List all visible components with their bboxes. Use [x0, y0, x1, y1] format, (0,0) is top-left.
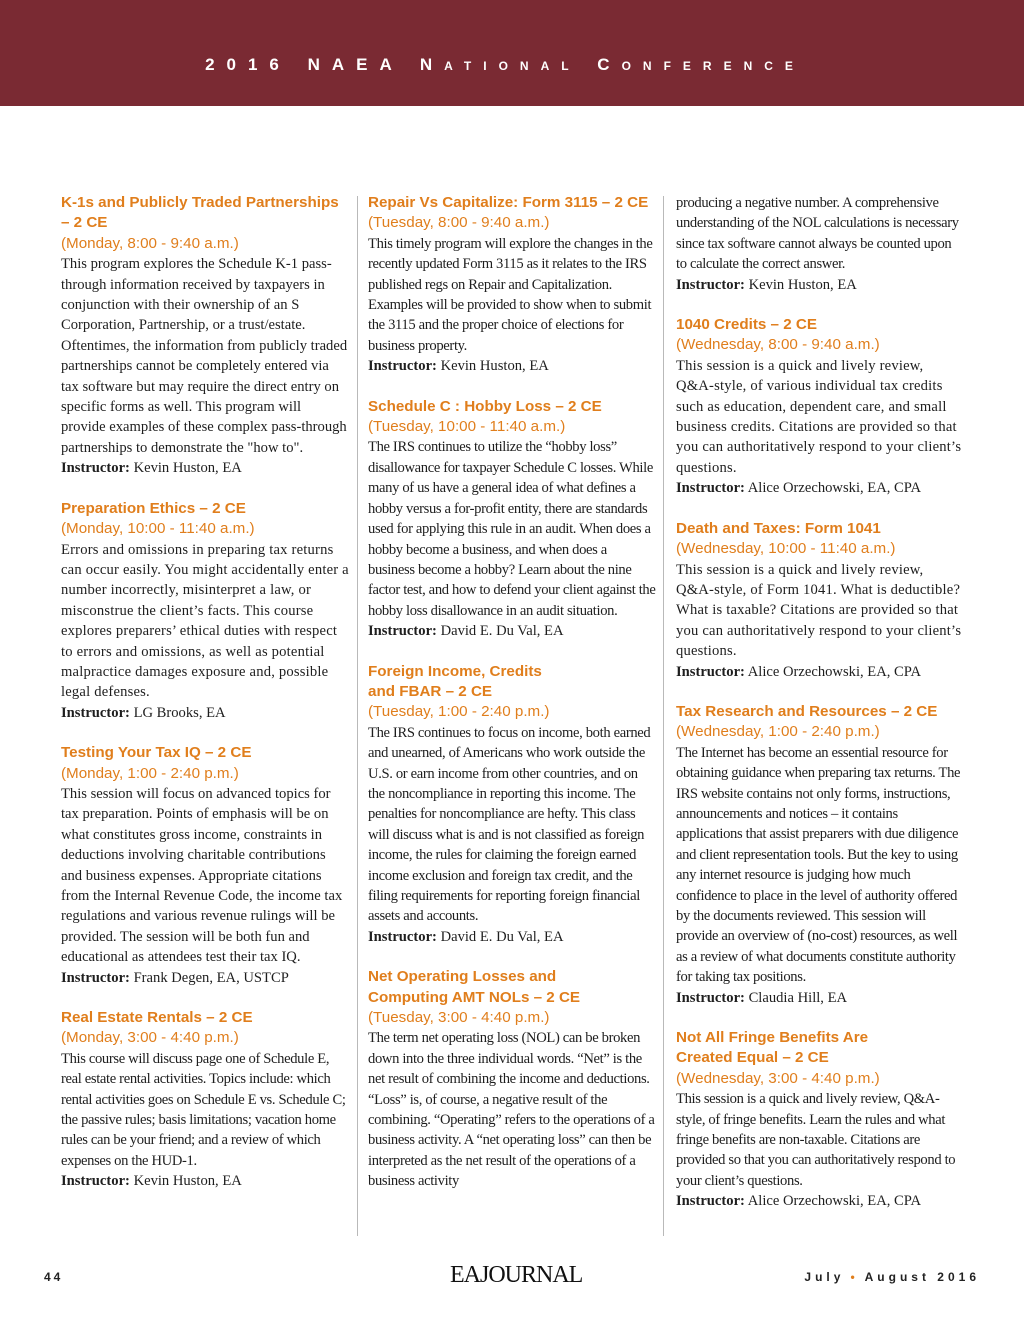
- session-time: (Tuesday, 8:00 - 9:40 a.m.): [368, 214, 550, 232]
- instructor-label: Instructor:: [61, 1173, 130, 1190]
- session-title: K-1s and Publicly Traded Partnerships – 2 CE: [61, 194, 339, 232]
- session-description: The IRS continues to utilize the “hobby loss” disallowance for taxpayer Schedule C losses. While many of us have a general idea of what defines a hobby versus a for-profit entity, there are standards used for applying this rule in an audit. When does a hobby become a business, and when does a business become a hobby? Learn about the nine factor test, and how to defend your client against the hobby loss disallowance in an audit situation.: [368, 439, 656, 619]
- session-preparation-ethics: [61, 499, 349, 723]
- instructor-name: David E. Du Val, EA: [440, 623, 564, 640]
- instructor-name: Frank Degen, EA, USTCP: [133, 969, 289, 986]
- session-description: This program explores the Schedule K-1 pass-through information received by taxpayers in conjunction with their ownership of an S Corporation, Partnership, or a trust/estate. Oftentimes, the information from publicly traded partnerships cannot be completely entered via tax software but may require the direct entry on specific forms as well. This program will provide examples of these complex pass-through partnerships to demonstrate the "how to".: [61, 256, 348, 456]
- session-title: Not All Fringe Benefits Are Created Equal – 2 CE: [676, 1029, 869, 1067]
- session-description: This session is a quick and lively review, Q&A-style, of Form 1041. What is deductible? What is taxable? Citations are provided so that you can authoritatively respond to your client’s questions.: [676, 561, 962, 660]
- session-instructor: [368, 927, 656, 947]
- session-title: Death and Taxes: Form 1041: [676, 519, 881, 537]
- session-time: (Monday, 8:00 - 9:40 a.m.): [61, 234, 239, 252]
- instructor-name: Kevin Huston, EA: [133, 460, 242, 477]
- session-instructor: [61, 703, 349, 723]
- session-instructor: [61, 458, 349, 478]
- session-time: (Monday, 1:00 - 2:40 p.m.): [61, 764, 239, 782]
- session-nol-continued: [676, 193, 964, 295]
- instructor-name: Alice Orzechowski, EA, CPA: [747, 480, 922, 497]
- session-description: The Internet has become an essential resource for obtaining guidance when preparing tax returns. The IRS website contains not only forms, instructions, announcements and notices – it contains applications that assist preparers with due diligence and client representation tools. But the key to using any internet resource is judging how much confidence to place in the level of authority offered by the documents reviewed. This session will provide an overview of (no-cost) resources, as well as a review of what documents constitute authority for taking tax positions.: [676, 744, 961, 986]
- instructor-label: Instructor:: [61, 704, 130, 721]
- instructor-label: Instructor:: [368, 358, 437, 375]
- session-time: (Monday, 3:00 - 4:40 p.m.): [61, 1029, 239, 1047]
- session-repair-vs-capitalize: [368, 193, 656, 377]
- session-title: Foreign Income, Credits and FBAR – 2 CE: [368, 662, 542, 700]
- session-instructor: [676, 988, 964, 1008]
- session-description: The term net operating loss (NOL) can be broken down into the three individual words. “Net” is the net result of combining the income and deductions. “Loss” is, of course, a negative result of the combining. “Operating” refers to the operations of a business activity. A “net operating loss” can then be interpreted as the net result of the operations of a business activity: [368, 1030, 655, 1190]
- column-2: [368, 193, 656, 1212]
- instructor-label: Instructor:: [676, 989, 745, 1006]
- column-divider: [357, 196, 358, 1236]
- session-foreign-income: [368, 662, 656, 948]
- session-real-estate-rentals: [61, 1008, 349, 1192]
- session-time: (Monday, 10:00 - 11:40 a.m.): [61, 520, 255, 538]
- session-death-and-taxes: [676, 519, 964, 682]
- session-title: Schedule C : Hobby Loss – 2 CE: [368, 397, 602, 415]
- session-instructor: [676, 478, 964, 498]
- instructor-name: Alice Orzechowski, EA, CPA: [747, 1193, 922, 1210]
- session-description: This session is a quick and lively review, Q&A-style, of fringe benefits. Learn the rules and what fringe benefits are non-taxable. Citations are provided so that you can authoritatively respond to your client’s questions.: [676, 1091, 956, 1189]
- instructor-label: Instructor:: [676, 1193, 745, 1210]
- instructor-name: Kevin Huston, EA: [748, 276, 857, 293]
- session-title: Testing Your Tax IQ – 2 CE: [61, 744, 252, 762]
- session-time: (Tuesday, 1:00 - 2:40 p.m.): [368, 703, 550, 721]
- instructor-label: Instructor:: [676, 276, 745, 293]
- instructor-name: Kevin Huston, EA: [133, 1173, 242, 1190]
- separator-dot: •: [850, 1270, 859, 1284]
- ea-journal-logo: EAJOURNAL: [450, 1262, 583, 1288]
- session-description: This timely program will explore the changes in the recently updated Form 3115 as it relates to the IRS published regs on Repair and Capitalization. Examples will be provided to show when to submit the 3115 and the proper choice of elections for business property.: [368, 235, 653, 354]
- session-instructor: [676, 275, 964, 295]
- session-description: producing a negative number. A comprehensive understanding of the NOL calculations is necessary since tax software cannot always be counted upon to calculate the correct answer.: [676, 195, 959, 273]
- instructor-label: Instructor:: [368, 623, 437, 640]
- session-instructor: [368, 621, 656, 641]
- instructor-name: Alice Orzechowski, EA, CPA: [747, 663, 922, 680]
- session-time: (Tuesday, 3:00 - 4:40 p.m.): [368, 1009, 550, 1027]
- session-title: Net Operating Losses and Computing AMT NOLs – 2 CE: [368, 968, 581, 1006]
- session-time: (Wednesday, 10:00 - 11:40 a.m.): [676, 540, 896, 558]
- column-divider: [663, 196, 664, 1236]
- instructor-label: Instructor:: [61, 460, 130, 477]
- issue-month: July: [804, 1270, 845, 1284]
- session-time: (Wednesday, 8:00 - 9:40 a.m.): [676, 336, 880, 354]
- session-time: (Wednesday, 1:00 - 2:40 p.m.): [676, 723, 880, 741]
- session-instructor: [368, 356, 656, 376]
- issue-month-year: August 2016: [864, 1270, 980, 1284]
- session-tax-iq: [61, 743, 349, 988]
- session-title: Repair Vs Capitalize: Form 3115 – 2 CE: [368, 194, 649, 211]
- page-title: 2016 NAEA National Conference: [205, 55, 805, 74]
- session-time: (Tuesday, 10:00 - 11:40 a.m.): [368, 418, 566, 436]
- session-instructor: [61, 968, 349, 988]
- session-title: Real Estate Rentals – 2 CE: [61, 1009, 253, 1027]
- session-instructor: [676, 662, 964, 682]
- column-1: [61, 193, 349, 1212]
- instructor-name: Kevin Huston, EA: [440, 358, 549, 375]
- session-net-operating-losses: [368, 967, 656, 1191]
- header-banner: [0, 0, 1024, 106]
- instructor-label: Instructor:: [676, 480, 745, 497]
- session-tax-research: [676, 702, 964, 1008]
- instructor-label: Instructor:: [676, 663, 745, 680]
- session-time: (Wednesday, 3:00 - 4:40 p.m.): [676, 1069, 880, 1087]
- session-1040-credits: [676, 315, 964, 499]
- session-fringe-benefits: [676, 1028, 964, 1212]
- instructor-name: LG Brooks, EA: [133, 704, 226, 721]
- instructor-name: David E. Du Val, EA: [440, 928, 564, 945]
- issue-date: [804, 1270, 980, 1284]
- session-instructor: [676, 1191, 964, 1211]
- instructor-name: Claudia Hill, EA: [748, 989, 848, 1006]
- session-k1-partnerships: [61, 193, 349, 479]
- session-hobby-loss: [368, 397, 656, 642]
- session-title: Tax Research and Resources – 2 CE: [676, 702, 938, 720]
- session-description: This session will focus on advanced topics for tax preparation. Points of emphasis will be on what constitutes gross income, constraints in deductions involving charitable contributions and business expenses. Appropriate citations from the Internal Revenue Code, the income tax regulations and various revenue rulings will be provided. The session will be both fun and educational as attendees test their tax IQ.: [61, 785, 343, 966]
- instructor-label: Instructor:: [61, 969, 130, 986]
- session-instructor: [61, 1171, 349, 1191]
- session-description: This session is a quick and lively review, Q&A-style, of various individual tax credits such as education, dependent care, and small business credits. Citations are provided so that you can authoritatively respond to your client’s questions.: [676, 357, 962, 476]
- page-number: 44: [44, 1270, 64, 1284]
- session-title: Preparation Ethics – 2 CE: [61, 499, 246, 517]
- session-description: This course will discuss page one of Schedule E, real estate rental activities. Topics include: which rental activities goes on Schedule E vs. Schedule C; the passive rules; basis limitations; vacation home rules can be your friend; and a review of which expenses on the HUD-1.: [61, 1050, 346, 1169]
- session-title: 1040 Credits – 2 CE: [676, 316, 817, 334]
- session-description: Errors and omissions in preparing tax returns can occur easily. You might accidentally enter a number incorrectly, misinterpret a law, or misconstrue the client’s facts. This course explores preparers’ ethical duties with respect to errors and omissions, as well as potential malpractice damages exposure and, possible legal defenses.: [61, 541, 349, 701]
- session-description: The IRS continues to focus on income, both earned and unearned, of Americans who work outside the U.S. or earn income from other countries, and on the noncompliance in reporting this income. The penalties for noncompliance are hefty. This class will discuss what is and is not classified as foreign income, the rules for claiming the foreign earned income exclusion and foreign tax credit, and the filing requirements for reporting foreign financial assets and accounts.: [368, 724, 651, 925]
- instructor-label: Instructor:: [368, 928, 437, 945]
- column-3: [676, 193, 964, 1232]
